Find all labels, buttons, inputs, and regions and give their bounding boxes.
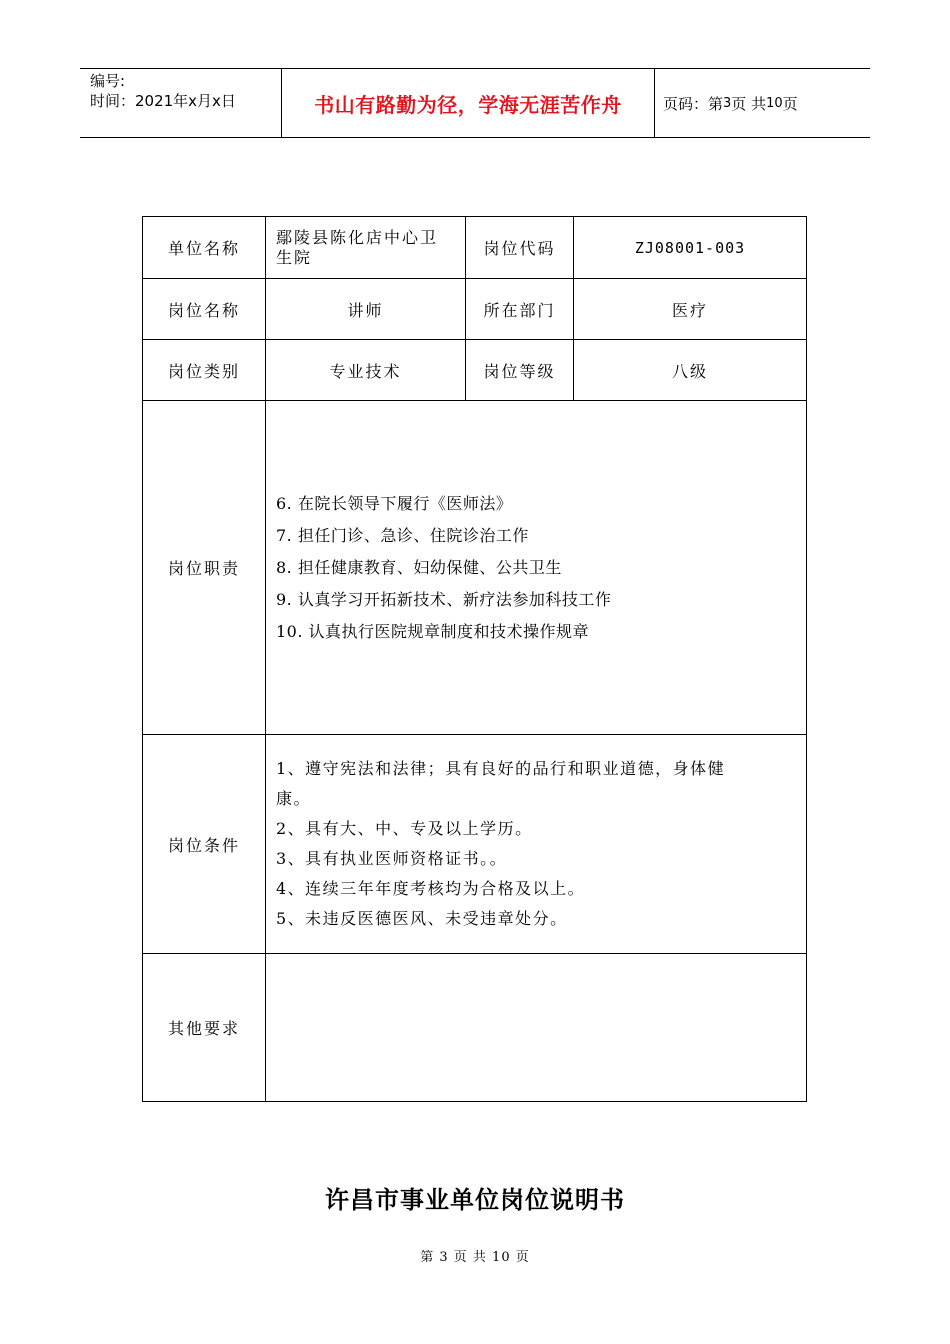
header-page-info bbox=[655, 69, 870, 137]
grade-value: 八级 bbox=[574, 340, 807, 401]
dept-value: 医疗 bbox=[574, 279, 807, 340]
table-row bbox=[143, 954, 807, 1102]
page-total: 10 bbox=[766, 95, 783, 111]
header-motto: 书山有路勤为径，学海无涯苦作舟 bbox=[282, 69, 655, 137]
unit-name-value bbox=[266, 217, 466, 279]
condition-item: 康。 bbox=[276, 789, 312, 808]
duties-label: 岗位职责 bbox=[143, 401, 266, 735]
category-value: 专业技术 bbox=[266, 340, 466, 401]
post-name-value: 讲师 bbox=[266, 279, 466, 340]
header-number-label: 编号: bbox=[90, 72, 126, 90]
condition-item: 3、具有执业医师资格证书。。 bbox=[276, 849, 508, 868]
page-prefix: 页码：第 bbox=[663, 94, 724, 113]
post-code-value: ZJ08001-003 bbox=[574, 217, 807, 279]
document-title: 许昌市事业单位岗位说明书 bbox=[325, 1185, 625, 1214]
condition-item: 1、遵守宪法和法律；具有良好的品行和职业道德，身体健 bbox=[276, 759, 726, 778]
page-current: 3 bbox=[723, 95, 732, 111]
unit-name-line2: 生院 bbox=[276, 247, 313, 267]
dept-label: 所在部门 bbox=[466, 279, 574, 340]
header-meta bbox=[80, 69, 282, 137]
page-header bbox=[80, 68, 870, 138]
conditions-label: 岗位条件 bbox=[143, 735, 266, 954]
condition-item: 4、连续三年年度考核均为合格及以上。 bbox=[276, 879, 586, 898]
post-code-label: 岗位代码 bbox=[466, 217, 574, 279]
table-row bbox=[143, 401, 807, 735]
post-description-table bbox=[142, 216, 807, 1102]
unit-name-label: 单位名称 bbox=[143, 217, 266, 279]
duty-item: 7. 担任门诊、急诊、住院诊治工作 bbox=[276, 525, 529, 545]
table-row bbox=[143, 735, 807, 954]
other-label: 其他要求 bbox=[143, 954, 266, 1102]
category-label: 岗位类别 bbox=[143, 340, 266, 401]
duty-item: 10. 认真执行医院规章制度和技术操作规章 bbox=[276, 621, 590, 641]
page-suffix: 页 bbox=[782, 94, 798, 113]
conditions-list bbox=[266, 735, 807, 954]
duty-item: 6. 在院长领导下履行《医师法》 bbox=[276, 493, 513, 513]
post-name-label: 岗位名称 bbox=[143, 279, 266, 340]
table-row bbox=[143, 217, 807, 279]
duty-item: 9. 认真学习开拓新技术、新疗法参加科技工作 bbox=[276, 589, 612, 609]
page-mid: 页 共 bbox=[731, 94, 767, 113]
duties-list bbox=[266, 401, 807, 735]
duty-item: 8. 担任健康教育、妇幼保健、公共卫生 bbox=[276, 557, 562, 577]
page-footer: 第 3 页 共 10 页 bbox=[420, 1250, 530, 1265]
header-time: 时间：2021年x月x日 bbox=[90, 92, 236, 110]
condition-item: 5、未违反医德医风、未受违章处分。 bbox=[276, 909, 568, 928]
grade-label: 岗位等级 bbox=[466, 340, 574, 401]
table-row bbox=[143, 340, 807, 401]
condition-item: 2、具有大、中、专及以上学历。 bbox=[276, 819, 533, 838]
unit-name-line1: 鄢陵县陈化店中心卫 bbox=[276, 227, 439, 247]
table-row bbox=[143, 279, 807, 340]
other-value bbox=[266, 954, 807, 1102]
